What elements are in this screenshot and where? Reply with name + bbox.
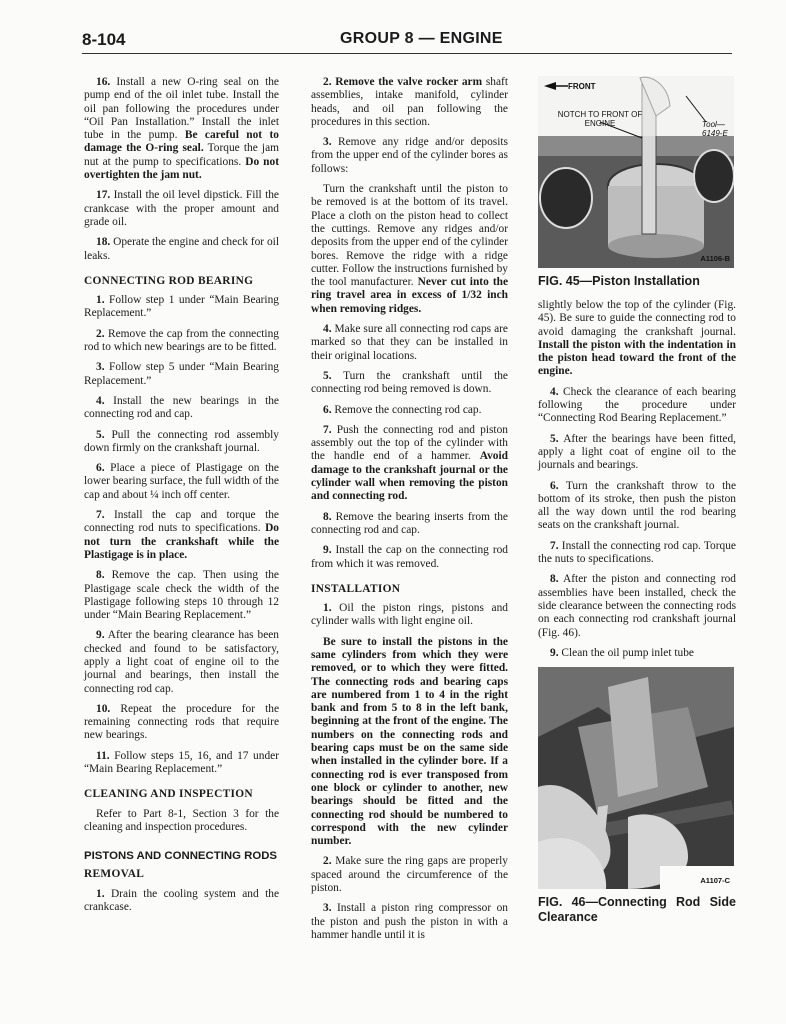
heading-pistons-connecting-rods: PISTONS AND CONNECTING RODS [84, 850, 278, 863]
removal-step-1: 1. Drain the cooling system and the crankcase. [84, 887, 279, 913]
removal-step-2: 2. Remove the valve rocker arm shaft assemblies, intake manifold, cylinder heads, and oil pan following the procedures in this section. [311, 76, 508, 128]
figure-46-photo [538, 667, 734, 889]
figure-45-caption: FIG. 45—Piston Installation [538, 274, 700, 288]
install-step-3-continued: slightly below the top of the cylinder (Fig. 45). Be sure to guide the connecting rod to avoid damaging the crankshaft journal. Install the piston with the indentation in the piston head toward the front of the engine. [538, 299, 736, 378]
install-step-8: 8. After the piston and connecting rod assemblies have been installed, check the side clearance between the connecting rods on each connecting rod crankshaft journal (Fig. 46). [538, 573, 736, 639]
rod-step-10: 10. Repeat the procedure for the remaining connecting rods that require new bearings. [84, 702, 279, 742]
rod-step-4: 4. Install the new bearings in the connecting rod and cap. [84, 394, 279, 421]
group-title: GROUP 8 — ENGINE [340, 30, 503, 47]
rod-step-3: 3. Follow step 5 under “Main Bearing Replacement.” [84, 361, 279, 387]
heading-installation: INSTALLATION [311, 582, 401, 595]
piston-installation-illustration [538, 76, 734, 268]
step-16: 16. Install a new O-ring seal on the pump end of the oil inlet tube. Install the oil pan following the procedures under “Oil Pan Installation.” Install the inlet tube in the pump. Be careful not to damage the O-ring seal. Torque the jam nut at the pump to specifications. Do not overtighten the jam nut. [84, 76, 280, 182]
rod-side-clearance-illustration [538, 667, 734, 889]
install-step-9: 9. Clean the oil pump inlet tube [550, 646, 694, 659]
header-rule [82, 53, 732, 54]
column-left [84, 76, 279, 921]
label-front: FRONT [568, 82, 596, 91]
rod-step-8: 8. Remove the cap. Then using the Plastigage scale check the width of the Plastigage following steps 10 through 12 under “Main Bearing Replacement.” [84, 569, 279, 622]
install-step-6: 6. Turn the crankshaft throw to the bottom of its stroke, then push the piston all the way down until the rod bearing seats on the crankshaft journal. [538, 479, 736, 532]
install-warning: Be sure to install the pistons in the same cylinders from which they were removed, or to which they were fitted. The connecting rods and bearing caps are numbered from 1 to 4 in the right bank and from 5 to 8 in the left bank, beginning at the front of the engine. The numbers on the connecting rods and bearing caps must be on the same side when installed in the cylinder bore. If a connecting rod is ever transposed from one block or cylinder to another, new bearings should be fitted and the connecting rod should be numbered to correspond with the new cylinder number. [311, 635, 508, 848]
step-18: 18. Operate the engine and check for oil leaks. [84, 236, 279, 262]
install-step-4: 4. Check the clearance of each bearing following the procedure under “Connecting Rod Bearing Replacement.” [538, 385, 736, 425]
removal-step-8: 8. Remove the bearing inserts from the connecting rod and cap. [311, 510, 508, 536]
rod-step-2: 2. Remove the cap from the connecting rod to which new bearings are to be fitted. [84, 327, 279, 354]
page-header [82, 30, 732, 54]
rod-step-1: 1. Follow step 1 under “Main Bearing Replacement.” [84, 294, 279, 320]
heading-removal: REMOVAL [84, 868, 145, 881]
removal-step-5: 5. Turn the crankshaft until the connecting rod being removed is down. [311, 369, 508, 396]
removal-step-7: 7. Push the connecting rod and piston assembly out the top of the cylinder with the handle end of a hammer. Avoid damage to the crankshaft journal or the cylinder wall when removing the piston and connecting rod. [311, 423, 508, 503]
page-number: 8-104 [82, 30, 126, 49]
rod-step-5: 5. Pull the connecting rod assembly down firmly on the crankshaft journal. [84, 428, 279, 454]
figure-45-photo [538, 76, 734, 268]
removal-step-9: 9. Install the cap on the connecting rod from which it was removed. [311, 544, 508, 570]
removal-step-4: 4. Make sure all connecting rod caps are marked so that they can be installed in their original locations. [311, 323, 508, 362]
heading-connecting-rod-bearing: CONNECTING ROD BEARING [84, 274, 254, 287]
column-middle [311, 76, 508, 949]
removal-step-3: 3. Remove any ridge and/or deposits from the upper end of the cylinder bores as follows: [311, 136, 508, 175]
cleaning-text: Refer to Part 8-1, Section 3 for the cleaning and inspection procedures. [84, 807, 279, 833]
install-step-2: 2. Make sure the ring gaps are properly spaced around the circumference of the piston. [311, 855, 508, 895]
rod-step-11: 11. Follow steps 15, 16, and 17 under “Main Bearing Replacement.” [84, 749, 279, 776]
install-step-5: 5. After the bearings have been fitted, apply a light coat of engine oil to the journals and bearings. [538, 432, 736, 472]
install-step-1: 1. Oil the piston rings, pistons and cylinder walls with light engine oil. [311, 602, 508, 628]
figure-45-id: A1106-B [700, 253, 730, 263]
removal-step-6: 6. Remove the connecting rod cap. [323, 403, 482, 416]
rod-step-7: 7. Install the cap and torque the connecting rod nuts to specifications. Do not turn the crankshaft while the Plastigage is in place. [84, 509, 279, 561]
figure-46-id: A1107-C [660, 866, 734, 889]
ridge-removal-text: Turn the crankshaft until the piston to be removed is at the bottom of its travel. Place a cloth on the piston head to collect the cuttings. Remove any ridges and/or deposits from the upper end of the cylinder bores. Remove the ridge with a ridge cutter. Follow the instructions furnished by the tool manufacturer. Never cut into the ring travel area in excess of 1/32 inch when removing ridges. [311, 183, 508, 315]
rod-step-9: 9. After the bearing clearance has been checked and found to be satisfactory, apply a light coat of engine oil to the journal and bearings, then install the connecting rod cap. [84, 629, 279, 695]
figure-46-caption: FIG. 46—Connecting Rod Side Clearance [538, 895, 736, 925]
install-step-3: 3. Install a piston ring compressor on the piston and push the piston in with a hammer handle until it is [311, 902, 508, 941]
label-notch: NOTCH TO FRONT OF ENGINE [557, 110, 643, 128]
rod-step-6: 6. Place a piece of Plastigage on the lower bearing surface, the full width of the cap and about ¼ inch off center. [84, 462, 279, 501]
step-17: 17. Install the oil level dipstick. Fill the crankcase with the proper amount and grade oil. [84, 189, 279, 228]
install-step-7: 7. Install the connecting rod cap. Torque the nuts to specifications. [538, 539, 736, 566]
label-tool: Tool— 6149-E [702, 120, 728, 138]
column-right [538, 76, 736, 935]
heading-cleaning-inspection: CLEANING AND INSPECTION [84, 788, 253, 801]
